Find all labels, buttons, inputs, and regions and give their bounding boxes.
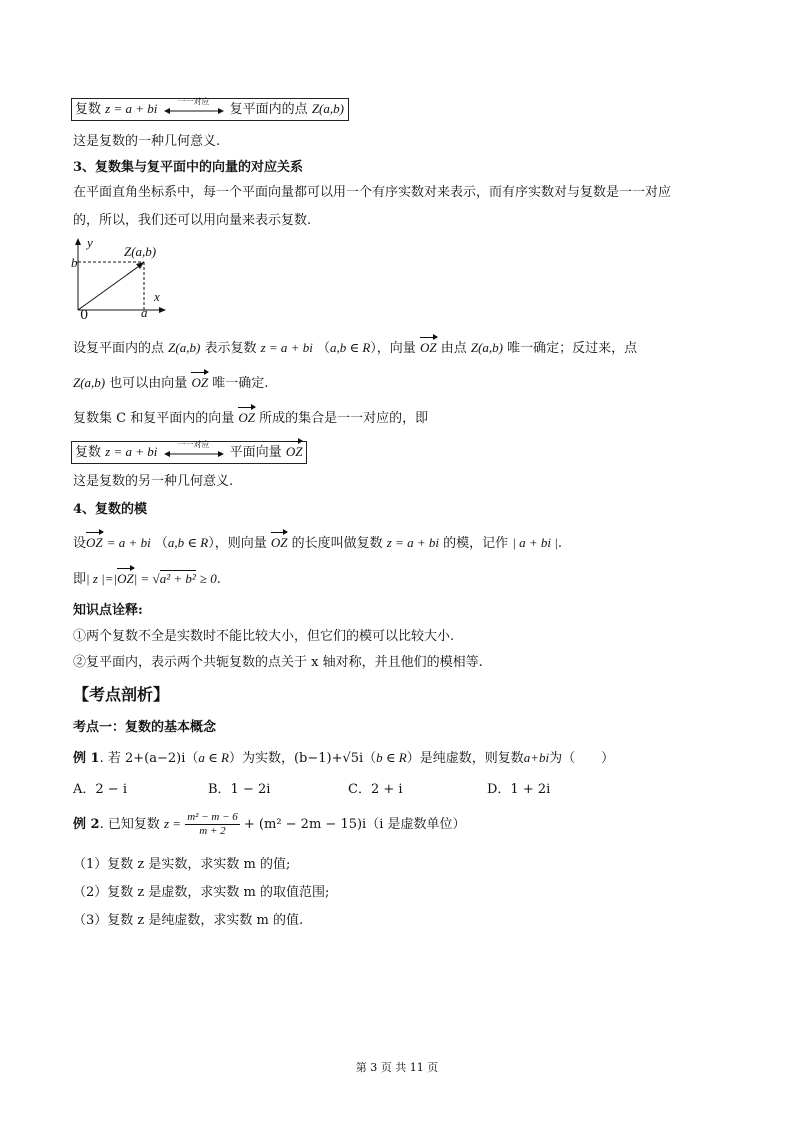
option-a: A．2 − i bbox=[73, 782, 127, 797]
box2-left: 复数 bbox=[75, 445, 102, 460]
vector-oz: OZ bbox=[117, 571, 134, 586]
section-3-title: 3、复数集与复平面中的向量的对应关系 bbox=[73, 160, 304, 175]
fraction bbox=[185, 811, 240, 838]
section-3-para-1 bbox=[73, 339, 637, 358]
vector-oz: OZ bbox=[419, 340, 437, 355]
example-1 bbox=[73, 749, 614, 768]
math-modulus: | z |=| bbox=[86, 571, 118, 586]
z-point-label: Z(a,b) bbox=[124, 244, 157, 259]
math-condition: a,b ∈ R bbox=[329, 340, 371, 355]
section-3-para-3 bbox=[73, 409, 428, 428]
box1-right: 复平面内的点 bbox=[229, 102, 308, 117]
note-2: ②复平面内，表示两个共轭复数的点关于 x 轴对称，并且他们的模相等. bbox=[73, 655, 483, 670]
double-arrow-icon bbox=[164, 439, 224, 460]
math-formula: z = a + bi bbox=[386, 535, 439, 550]
vector-oz: OZ bbox=[191, 375, 209, 390]
math-point: Z(a,b) bbox=[168, 340, 201, 355]
y-axis-label: y bbox=[87, 235, 93, 250]
fraction-denominator: m + 2 bbox=[199, 825, 226, 837]
text: ），则向量 bbox=[208, 536, 267, 551]
math-formula: z = a + bi bbox=[260, 340, 313, 355]
math-inequality: ≥ 0 bbox=[199, 571, 217, 586]
text: . 已知复数 bbox=[99, 817, 160, 832]
section-4-line-2 bbox=[73, 570, 221, 589]
text: 的模，记作 bbox=[443, 536, 509, 551]
option-b: B．1 − 2i bbox=[208, 782, 271, 797]
math-formula: a+bi bbox=[523, 750, 550, 765]
arrow-label: 一一对应 bbox=[177, 96, 210, 106]
example-label: 例 2 bbox=[73, 817, 100, 832]
b-label: b bbox=[71, 255, 78, 270]
text: 即 bbox=[73, 572, 87, 587]
arrow-label: 一一对应 bbox=[177, 439, 210, 449]
section-heading: 【考点剖析】 bbox=[73, 685, 170, 704]
text: （ bbox=[316, 341, 330, 356]
kp1-title: 考点一：复数的基本概念 bbox=[73, 720, 217, 735]
text: . bbox=[557, 536, 562, 551]
text: 所成的集合是一一对应的，即 bbox=[259, 411, 429, 426]
example-label: 例 1 bbox=[73, 751, 100, 766]
text: 设复平面内的点 bbox=[73, 341, 165, 356]
box1-point: Z(a,b) bbox=[311, 101, 344, 116]
text: ）是纯虚数，则复数 bbox=[406, 751, 524, 766]
text: 表示复数 bbox=[204, 341, 257, 356]
text: . 若 2+(a−2)i（ bbox=[99, 751, 199, 766]
section-3-line-1: 在平面直角坐标系中，每一个平面向量都可以用一个有序实数对来表示，而有序实数对与复数是一一对应 bbox=[73, 185, 672, 200]
notes-title: 知识点诠释: bbox=[73, 603, 143, 618]
box2-right: 平面向量 bbox=[229, 445, 282, 460]
text: 为（ ） bbox=[549, 751, 615, 766]
vector-oz: OZ bbox=[86, 535, 103, 550]
text: 也可以由向量 bbox=[109, 376, 188, 391]
x-axis-label: x bbox=[154, 289, 160, 304]
a-label: a bbox=[141, 305, 148, 320]
section-4-title: 4、复数的模 bbox=[73, 502, 148, 517]
section-4-line-1 bbox=[73, 534, 562, 553]
note-1: ①两个复数不全是实数时不能比较大小，但它们的模可以比较大小. bbox=[73, 629, 455, 644]
math-radicand: a² + b² bbox=[159, 571, 196, 586]
text: （ bbox=[154, 536, 168, 551]
math-condition: b ∈ R bbox=[376, 750, 407, 765]
text: 复数集 C 和复平面内的向量 bbox=[73, 411, 235, 426]
text: + (m² − 2m − 15)i（i 是虚数单位） bbox=[243, 817, 466, 832]
meaning-text-2: 这是复数的另一种几何意义. bbox=[73, 474, 234, 489]
correspondence-box-point bbox=[71, 98, 349, 121]
box2-vector: OZ bbox=[285, 444, 303, 459]
example-2 bbox=[73, 811, 466, 838]
meaning-text-1: 这是复数的一种几何意义. bbox=[73, 134, 221, 149]
double-arrow-icon bbox=[164, 96, 224, 117]
text: 设 bbox=[73, 536, 87, 551]
question-3: （3）复数 z 是纯虚数，求实数 m 的值. bbox=[73, 913, 304, 928]
math-condition: a ∈ R bbox=[198, 750, 229, 765]
math-point: Z(a,b) bbox=[470, 340, 504, 355]
page-footer: 第 3 页 共 11 页 bbox=[355, 1061, 439, 1074]
math-formula: = a + bi bbox=[106, 535, 151, 550]
text: 唯一确定；反过来，点 bbox=[507, 341, 638, 356]
question-1: （1）复数 z 是实数，求实数 m 的值; bbox=[73, 857, 291, 872]
vector-oz: OZ bbox=[238, 410, 255, 425]
origin-label: 0 bbox=[80, 308, 89, 323]
question-2: （2）复数 z 是虚数，求实数 m 的取值范围; bbox=[73, 885, 330, 900]
math-modulus: | a + bi | bbox=[512, 535, 558, 550]
text: ），向量 bbox=[370, 341, 416, 356]
fraction-numerator: m² − m − 6 bbox=[187, 811, 238, 823]
text: 由点 bbox=[440, 341, 467, 356]
vector-oz: OZ bbox=[270, 535, 288, 550]
box2-formula: z = a + bi bbox=[105, 444, 158, 459]
option-c: C．2 + i bbox=[348, 782, 403, 797]
section-3-para-2 bbox=[73, 374, 268, 393]
math-sqrt: | = √ bbox=[133, 571, 160, 586]
text: . bbox=[216, 572, 221, 587]
math-condition: a,b ∈ R bbox=[167, 535, 209, 550]
math-formula: z = bbox=[163, 816, 182, 831]
correspondence-box-vector bbox=[71, 441, 307, 464]
text: 唯一确定. bbox=[212, 376, 269, 391]
option-d: D．1 + 2i bbox=[487, 782, 551, 797]
text: ）为实数，(b−1)+√5i（ bbox=[228, 751, 377, 766]
text: 的长度叫做复数 bbox=[291, 536, 383, 551]
box1-left: 复数 bbox=[75, 102, 102, 117]
box1-formula: z = a + bi bbox=[105, 101, 158, 116]
math-point: Z(a,b) bbox=[73, 375, 106, 390]
section-3-line-2: 的，所以，我们还可以用向量来表示复数. bbox=[73, 213, 312, 228]
